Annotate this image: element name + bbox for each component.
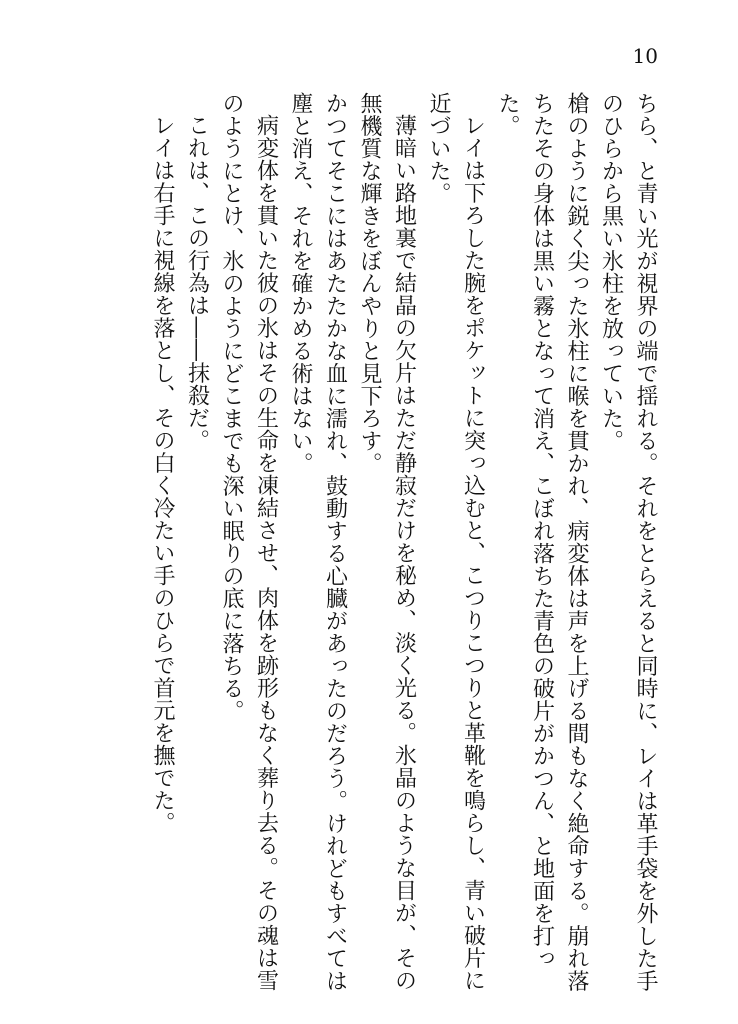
- paragraph-7: これは、この行為は――抹殺だ。: [184, 114, 210, 452]
- paragraph-5: かつてそこにはあたたかな血に濡れ、鼓動する心臓があったのだろう。けれどもすべては塵と消え、それを確かめる術はない。: [288, 92, 348, 992]
- paragraph-2: 槍のように鋭く尖った氷柱に喉を貫かれ、病変体は声を上げる間もなく絶命する。崩れ落ちたその身体は黒い霧となって消え、こぼれ落ちた青色の破片がかつん、と地面を打った。: [495, 92, 589, 992]
- page-number: 10: [632, 44, 658, 68]
- paragraph-8: レイは右手に視線を落とし、その白く冷たい手のひらで首元を撫でた。: [150, 114, 175, 834]
- paragraph-3: レイは下ろした腕をポケットに突っ込むと、こつりこつりと革靴を鳴らし、青い破片に近づいた。: [426, 92, 486, 992]
- paragraph-6: 病変体を貫いた彼の氷はその生命を凍結させ、肉体を跡形もなく葬り去る。その魂は雪のようにとけ、氷のようにどこまでも深い眠りの底に落ちる。: [219, 92, 279, 992]
- paragraph-1: ちら、と青い光が視界の端で揺れる。それをとらえると同時に、レイは革手袋を外した手のひらから黒い氷柱を放っていた。: [598, 92, 658, 992]
- paragraph-4: 薄暗い路地裏で結晶の欠片はただ静寂だけを秘め、淡く光る。氷晶のような目が、その無機質な輝きをぼんやりと見下ろす。: [357, 92, 417, 992]
- vertical-text-body: [62, 92, 662, 992]
